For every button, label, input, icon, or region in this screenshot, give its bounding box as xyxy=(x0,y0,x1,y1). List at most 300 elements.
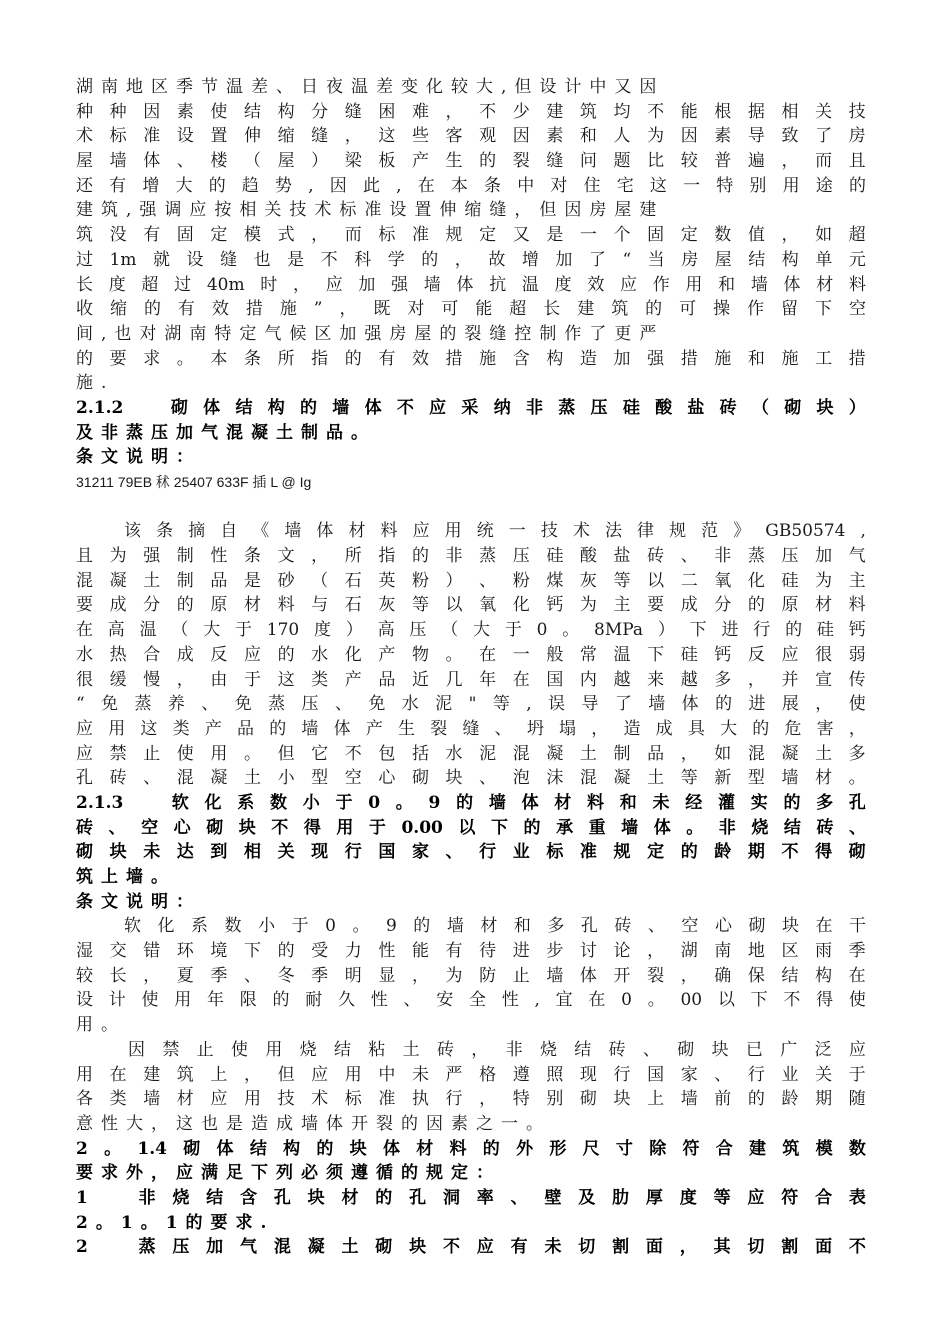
glyph: 材 xyxy=(554,792,572,813)
glyph: 面 xyxy=(815,1237,833,1258)
glyph: 砌 xyxy=(76,842,93,863)
glyph: 化 xyxy=(204,792,222,813)
glyph: 、 xyxy=(479,570,497,591)
glyph: 加 xyxy=(358,274,376,295)
glyph: 土 xyxy=(815,743,833,764)
glyph: 的 xyxy=(143,299,161,320)
glyph: 品 xyxy=(378,669,396,690)
glyph: 砌 xyxy=(411,768,429,789)
glyph: 和 xyxy=(513,916,531,937)
glyph: 行 xyxy=(747,1064,765,1085)
glyph: 的 xyxy=(785,620,803,641)
glyph: 应 xyxy=(848,1039,866,1060)
glyph: 固 xyxy=(647,225,665,246)
heading-line xyxy=(76,865,866,890)
glyph: 相 xyxy=(781,101,799,122)
glyph: 设 xyxy=(176,126,194,147)
glyph: 如 xyxy=(714,743,732,764)
glyph: 开 xyxy=(351,1113,368,1134)
glyph: 筑 xyxy=(782,1138,800,1159)
glyph: 0.00 xyxy=(401,817,443,838)
heading-line xyxy=(76,396,866,421)
glyph: 合 xyxy=(143,644,161,665)
glyph: 操 xyxy=(713,299,731,320)
glyph: 条 xyxy=(76,447,93,468)
glyph: 墙 xyxy=(301,718,319,739)
glyph: 结 xyxy=(235,397,253,418)
glyph: 的 xyxy=(401,1113,418,1134)
glyph: 计 xyxy=(108,990,126,1011)
glyph: 及 xyxy=(578,1187,596,1208)
glyph: 肋 xyxy=(612,1187,630,1208)
glyph: 设 xyxy=(539,77,557,97)
glyph: 砌 xyxy=(748,916,766,937)
glyph: 致 xyxy=(781,126,799,147)
glyph: ， xyxy=(680,965,698,986)
glyph: 率 xyxy=(476,1187,494,1208)
glyph: 、 xyxy=(108,817,126,838)
glyph: ， xyxy=(151,1113,168,1134)
glyph: 的 xyxy=(523,817,541,838)
glyph: 其 xyxy=(713,1237,731,1258)
glyph: 砖 xyxy=(614,916,632,937)
glyph: 。 xyxy=(101,1015,118,1036)
glyph: 的 xyxy=(482,1138,500,1159)
glyph: 于 xyxy=(243,669,261,690)
glyph: 危 xyxy=(784,718,802,739)
glyph: 均 xyxy=(613,101,631,122)
glyph: 弱 xyxy=(848,644,866,665)
text-line xyxy=(76,519,866,544)
glyph: 造 xyxy=(579,348,597,369)
glyph: 但 xyxy=(539,200,557,221)
glyph: 结 xyxy=(574,1039,592,1060)
glyph: 为 xyxy=(647,126,665,147)
glyph: 列 xyxy=(276,1163,293,1184)
glyph: 雨 xyxy=(815,941,833,962)
glyph: 措 xyxy=(445,348,463,369)
glyph: （ xyxy=(751,397,769,418)
glyph: 这 xyxy=(649,175,667,196)
glyph: 不 xyxy=(647,101,665,122)
glyph: 的 xyxy=(185,1212,203,1233)
glyph: 屋 xyxy=(76,151,93,172)
glyph: 纳 xyxy=(493,397,511,418)
glyph: 制 xyxy=(613,743,631,764)
glyph: 建 xyxy=(143,1064,161,1085)
glyph: 年 xyxy=(207,990,224,1011)
glyph: 下 xyxy=(750,990,768,1011)
glyph: 钙 xyxy=(714,644,732,665)
glyph: 应 xyxy=(476,1237,494,1258)
glyph: 业 xyxy=(512,842,530,863)
glyph: , xyxy=(501,77,507,97)
glyph: 物 xyxy=(411,644,429,665)
glyph: 裂 xyxy=(647,965,665,986)
glyph: 、 xyxy=(143,768,161,789)
glyph: 合 xyxy=(715,1138,733,1159)
glyph: 宜 xyxy=(555,990,573,1011)
glyph: 这 xyxy=(378,126,396,147)
glyph xyxy=(105,1235,122,1260)
glyph: 块 xyxy=(109,842,127,863)
glyph xyxy=(139,396,156,421)
glyph: ， xyxy=(292,274,310,295)
glyph: 原 xyxy=(210,595,228,616)
heading-line xyxy=(76,1137,866,1162)
glyph: 措 xyxy=(245,299,263,320)
glyph: ， xyxy=(151,1163,168,1184)
glyph: ） xyxy=(311,151,329,172)
glyph: 大 xyxy=(476,77,493,97)
glyph: 墙 xyxy=(332,397,350,418)
glyph: 9 xyxy=(385,916,397,937)
glyph xyxy=(105,1186,122,1211)
glyph: 要 xyxy=(76,1163,93,1184)
glyph: 屋 xyxy=(714,249,732,270)
glyph: 日 xyxy=(301,77,318,97)
glyph: 0 xyxy=(621,990,632,1011)
glyph: 前 xyxy=(714,1089,732,1110)
glyph: 英 xyxy=(378,570,396,591)
glyph: 土 xyxy=(243,768,261,789)
glyph: 途 xyxy=(815,175,833,196)
glyph: 心 xyxy=(378,768,396,789)
glyph: 施 xyxy=(279,299,297,320)
glyph: 用 xyxy=(76,1064,93,1085)
glyph: 止 xyxy=(512,965,530,986)
glyph: 缝 xyxy=(462,718,480,739)
glyph: 学 xyxy=(387,249,405,270)
glyph: 科 xyxy=(354,249,372,270)
glyph: ， xyxy=(344,126,362,147)
glyph: 化 xyxy=(512,595,530,616)
glyph: 符 xyxy=(781,1187,799,1208)
glyph: 重 xyxy=(588,817,606,838)
glyph: 禁 xyxy=(162,1039,180,1060)
heading-line xyxy=(76,1161,866,1186)
glyph: 季 xyxy=(176,77,193,97)
glyph: 增 xyxy=(142,175,160,196)
glyph: . xyxy=(101,373,107,394)
glyph: 于 xyxy=(504,620,522,641)
glyph: 在 xyxy=(109,1064,127,1085)
glyph: 行 xyxy=(479,842,497,863)
glyph: 灰 xyxy=(378,595,396,616)
glyph: 房 xyxy=(389,323,407,344)
glyph: 中 xyxy=(517,175,535,196)
glyph: 术 xyxy=(311,1089,329,1110)
glyph: 国 xyxy=(546,669,564,690)
glyph: 体 xyxy=(364,397,382,418)
glyph: 保 xyxy=(747,965,765,986)
glyph: 加 xyxy=(555,249,573,270)
glyph: 。 xyxy=(351,422,368,443)
glyph: 由 xyxy=(210,669,228,690)
glyph: 缝 xyxy=(344,101,362,122)
glyph: 定 xyxy=(451,1163,468,1184)
glyph: 伸 xyxy=(243,126,261,147)
glyph: 于 xyxy=(234,620,252,641)
glyph: 应 xyxy=(620,274,638,295)
text-line xyxy=(76,643,866,668)
glyph: 术 xyxy=(314,200,332,221)
glyph: 砌 xyxy=(677,1039,695,1060)
glyph: 水 xyxy=(401,694,419,715)
glyph: 问 xyxy=(579,151,597,172)
glyph: 体 xyxy=(216,1138,234,1159)
glyph: 开 xyxy=(613,965,631,986)
glyph: 块 xyxy=(349,1138,367,1159)
glyph: 2.1.3 xyxy=(76,792,124,813)
glyph: 梁 xyxy=(344,151,362,172)
glyph: 度 xyxy=(679,1187,697,1208)
glyph: , xyxy=(101,323,107,344)
glyph: 粘 xyxy=(368,1039,386,1060)
glyph: 凝 xyxy=(109,570,127,591)
glyph: 孔 xyxy=(409,1187,427,1208)
glyph: 境 xyxy=(210,941,228,962)
glyph: 性 xyxy=(210,546,228,567)
glyph: 用 xyxy=(344,1064,362,1085)
glyph: 合 xyxy=(815,1187,833,1208)
glyph: 指 xyxy=(378,546,396,567)
glyph: 能 xyxy=(475,299,493,320)
glyph: 求 xyxy=(143,348,161,369)
glyph: 产 xyxy=(365,718,383,739)
glyph: 1 xyxy=(76,1187,88,1208)
glyph: 以 xyxy=(445,595,463,616)
glyph: 一 xyxy=(501,1113,518,1134)
glyph: 了 xyxy=(614,694,632,715)
glyph: 温 xyxy=(139,620,157,641)
glyph: 又 xyxy=(614,77,632,97)
glyph: 体 xyxy=(382,1138,400,1159)
glyph: 1m xyxy=(109,249,137,270)
glyph: 一 xyxy=(508,521,526,542)
glyph: 土 xyxy=(579,743,597,764)
glyph: 在 xyxy=(815,916,833,937)
glyph: 难 xyxy=(411,101,429,122)
glyph: 施 xyxy=(714,348,732,369)
glyph: 技 xyxy=(848,101,866,122)
heading-line xyxy=(76,445,866,470)
glyph: 小 xyxy=(277,768,295,789)
glyph: ， xyxy=(680,743,698,764)
glyph: 用 xyxy=(782,175,800,196)
glyph: 定 xyxy=(479,225,497,246)
glyph: 的 xyxy=(848,175,866,196)
glyph: 、 xyxy=(848,817,866,838)
glyph: 混 xyxy=(176,768,194,789)
glyph: 裂 xyxy=(376,1113,393,1134)
glyph: 并 xyxy=(781,669,799,690)
glyph: 》 xyxy=(733,521,751,542)
glyph: 制 xyxy=(176,570,194,591)
glyph: 、 xyxy=(201,694,219,715)
glyph: 反 xyxy=(747,644,765,665)
glyph: 型 xyxy=(311,768,329,789)
glyph: 。 xyxy=(686,817,704,838)
glyph: 0 xyxy=(368,792,381,813)
glyph: 来 xyxy=(647,669,665,690)
glyph: 的 xyxy=(439,323,457,344)
glyph: 烧 xyxy=(539,1039,557,1060)
glyph: 墙 xyxy=(546,965,564,986)
glyph: 以 xyxy=(647,570,665,591)
glyph: 可 xyxy=(679,299,697,320)
text-line xyxy=(76,766,866,791)
glyph: 多 xyxy=(816,792,834,813)
glyph: 筑 xyxy=(579,101,597,122)
glyph: 说 xyxy=(126,891,143,912)
glyph: 关 xyxy=(277,842,295,863)
glyph: 住 xyxy=(583,175,601,196)
glyph: 壁 xyxy=(544,1187,562,1208)
glyph: 的 xyxy=(272,990,290,1011)
glyph: 规 xyxy=(445,225,463,246)
glyph: 产 xyxy=(204,718,222,739)
glyph: 气 xyxy=(264,323,282,344)
glyph: 及 xyxy=(76,422,93,443)
glyph: 空 xyxy=(848,299,866,320)
glyph: 值 xyxy=(747,225,765,246)
glyph: 普 xyxy=(714,151,732,172)
text-line xyxy=(76,371,866,396)
glyph: 安 xyxy=(436,990,454,1011)
glyph: 和 xyxy=(619,792,637,813)
glyph: 缩 xyxy=(464,200,482,221)
glyph: 差 xyxy=(251,77,268,97)
glyph: 遵 xyxy=(351,1163,368,1184)
glyph: 对 xyxy=(407,299,425,320)
glyph: 随 xyxy=(848,1089,866,1110)
glyph: 设 xyxy=(389,200,407,221)
glyph: 数 xyxy=(714,225,732,246)
glyph: 元 xyxy=(848,249,866,270)
glyph: 国 xyxy=(647,1064,665,1085)
glyph: 硅 xyxy=(781,570,799,591)
glyph: 构 xyxy=(283,1138,301,1159)
glyph: 生 xyxy=(398,718,416,739)
glyph: 缝 xyxy=(489,200,507,221)
glyph: 数 xyxy=(848,1138,866,1159)
glyph: 措 xyxy=(848,348,866,369)
glyph: 很 xyxy=(815,644,833,665)
glyph: 一 xyxy=(512,644,530,665)
glyph: 也 xyxy=(114,323,132,344)
glyph: ： xyxy=(176,891,193,912)
glyph: 个 xyxy=(613,225,631,246)
glyph: 循 xyxy=(376,1163,393,1184)
glyph: 越 xyxy=(680,669,698,690)
glyph: ） xyxy=(445,570,463,591)
glyph: GB50574 xyxy=(765,521,846,542)
glyph: 温 xyxy=(351,77,368,97)
glyph: 裂 xyxy=(464,323,482,344)
glyph: 地 xyxy=(126,77,143,97)
glyph: 材 xyxy=(348,521,366,542)
glyph: 粉 xyxy=(411,570,429,591)
glyph: 季 xyxy=(210,965,228,986)
glyph: 本 xyxy=(450,175,468,196)
glyph: 龄 xyxy=(714,842,732,863)
glyph: 。 xyxy=(526,1113,543,1134)
glyph: 长 xyxy=(543,299,561,320)
glyph: 养 xyxy=(167,694,185,715)
glyph: 免 xyxy=(368,694,386,715)
glyph: 标 xyxy=(109,126,127,147)
glyph: 模 xyxy=(815,1138,833,1159)
glyph: ） xyxy=(657,620,675,641)
glyph: 为 xyxy=(445,965,463,986)
glyph: 定 xyxy=(210,225,228,246)
glyph: 化 xyxy=(426,77,443,97)
glyph: 切 xyxy=(578,1237,596,1258)
glyph: 度 xyxy=(108,274,126,295)
glyph: 空 xyxy=(681,916,699,937)
glyph: 免 xyxy=(101,694,119,715)
glyph: 照 xyxy=(546,1064,564,1085)
glyph: 空 xyxy=(141,817,159,838)
glyph: 必 xyxy=(301,1163,318,1184)
glyph: ） xyxy=(345,620,363,641)
glyph: 季 xyxy=(848,941,866,962)
glyph: 、 xyxy=(510,1187,528,1208)
glyph: 料 xyxy=(848,274,866,295)
glyph: 含 xyxy=(239,1187,257,1208)
glyph: 在 xyxy=(417,175,435,196)
glyph: 含 xyxy=(512,348,530,369)
glyph: 构 xyxy=(267,397,285,418)
glyph: 限 xyxy=(239,990,257,1011)
glyph: 过 xyxy=(76,249,93,270)
text-line xyxy=(76,668,866,693)
glyph: 土 xyxy=(143,570,161,591)
glyph: 区 xyxy=(151,77,168,97)
glyph: 型 xyxy=(747,768,765,789)
glyph: 凝 xyxy=(781,743,799,764)
glyph: 准 xyxy=(378,1089,396,1110)
glyph: 用 xyxy=(336,817,354,838)
glyph: 和 xyxy=(579,126,597,147)
glyph: 对 xyxy=(139,323,157,344)
glyph: 置 xyxy=(210,126,228,147)
glyph: 砖 xyxy=(719,397,737,418)
glyph: 厚 xyxy=(645,1187,663,1208)
glyph: 但 xyxy=(277,1064,295,1085)
glyph: 文 xyxy=(277,546,295,567)
glyph: 压 xyxy=(781,546,799,567)
glyph: 表 xyxy=(848,1187,866,1208)
glyph: 石 xyxy=(344,595,362,616)
glyph: 期 xyxy=(815,1089,833,1110)
glyph: 盐 xyxy=(613,546,631,567)
glyph: , xyxy=(126,200,132,221)
glyph: 素 xyxy=(714,126,732,147)
glyph: 冬 xyxy=(277,965,295,986)
text-line xyxy=(76,544,866,569)
glyph: 要 xyxy=(647,595,665,616)
glyph: 种 xyxy=(76,101,93,122)
glyph: 裂 xyxy=(512,151,530,172)
glyph: 计 xyxy=(564,77,582,97)
glyph: 压 xyxy=(172,1237,190,1258)
glyph: 用 xyxy=(174,990,192,1011)
glyph: 应 xyxy=(176,1163,193,1184)
glyph: 高 xyxy=(377,620,395,641)
glyph: 上 xyxy=(101,867,118,887)
